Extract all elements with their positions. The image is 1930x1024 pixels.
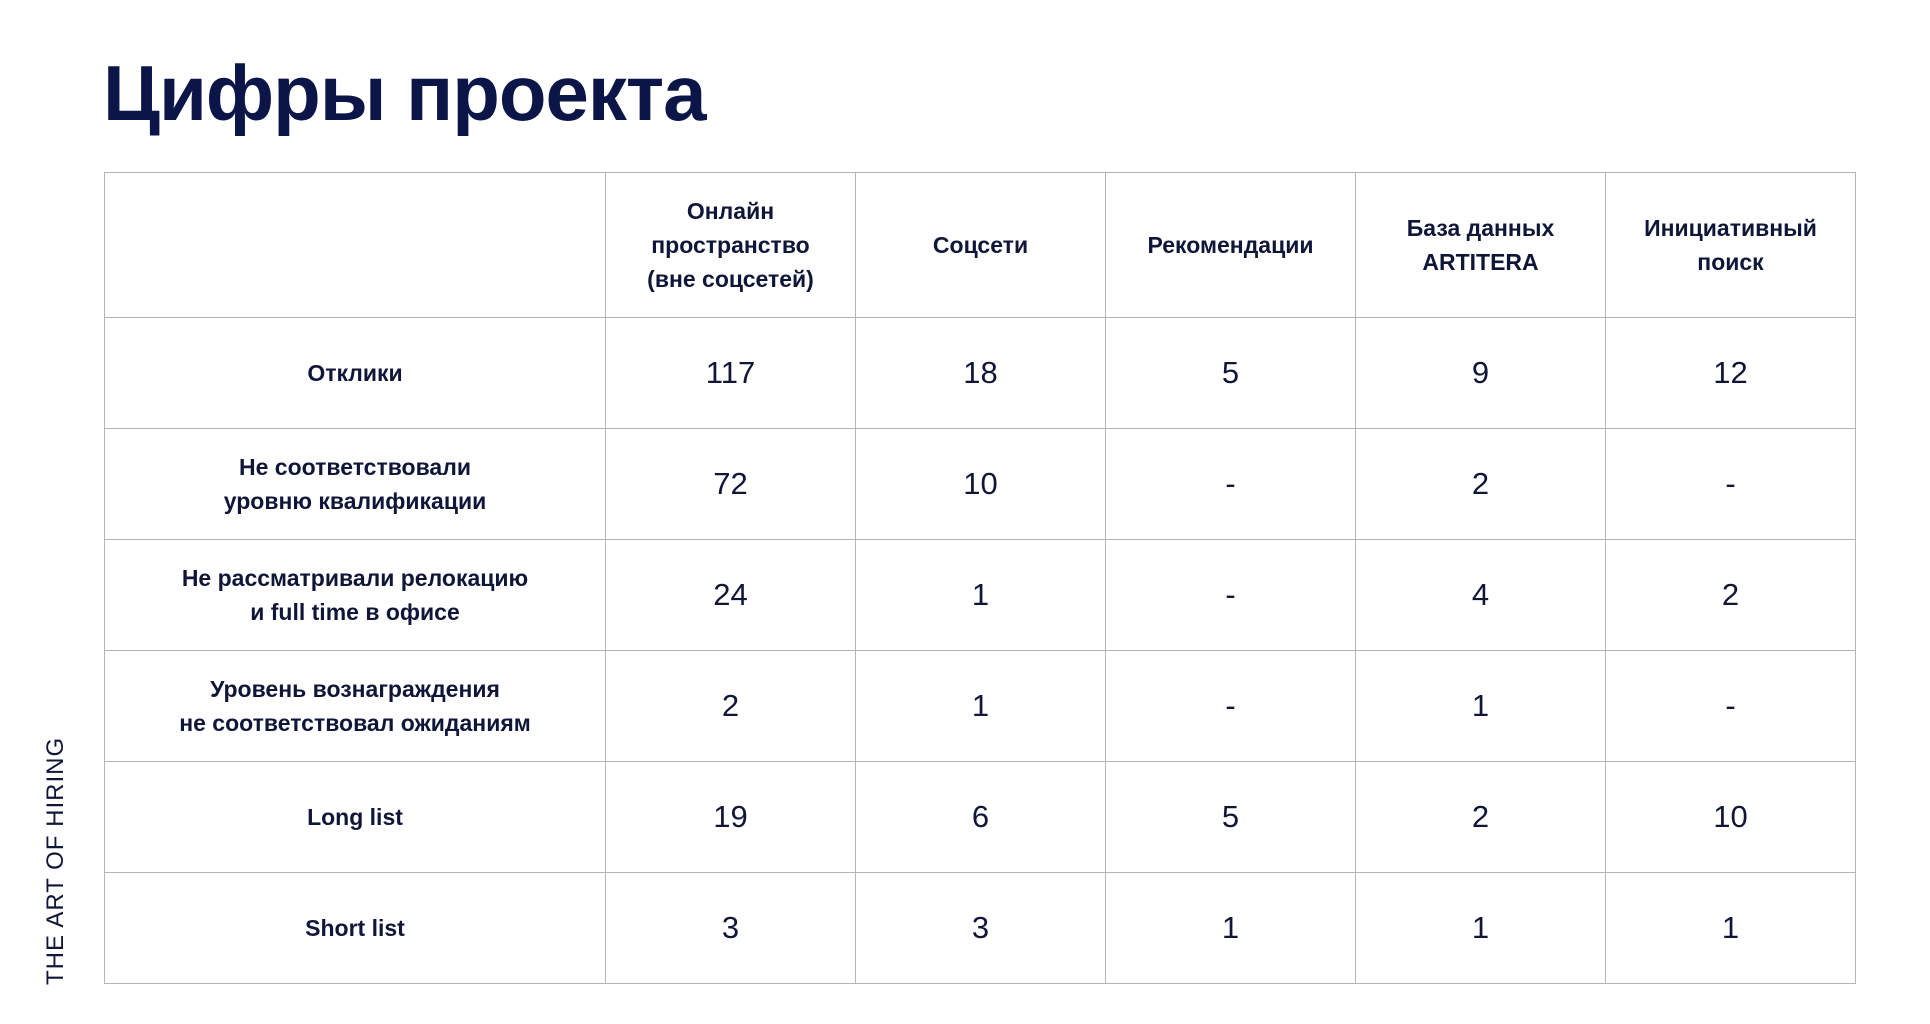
value-cell: 117 [606, 318, 856, 429]
column-header-line: пространство [651, 232, 810, 258]
value-cell: 18 [856, 318, 1106, 429]
column-header [1356, 173, 1606, 318]
column-header-line: Онлайн [686, 198, 775, 224]
value-cell: - [1606, 651, 1856, 762]
table-header-row [105, 173, 1856, 318]
value-cell: - [1606, 429, 1856, 540]
column-header [606, 173, 856, 318]
column-header [1606, 173, 1856, 318]
value-cell: 1 [1356, 651, 1606, 762]
row-label [105, 540, 606, 651]
row-label [105, 762, 606, 873]
table-row [105, 651, 1856, 762]
table-row [105, 429, 1856, 540]
row-label [105, 429, 606, 540]
column-header [1106, 173, 1356, 318]
row-label-line: и full time в офисе [250, 599, 460, 625]
row-label-line: Не соответствовали [239, 454, 471, 480]
row-label-line: Не рассматривали релокацию [181, 565, 529, 591]
value-cell: 12 [1606, 318, 1856, 429]
column-header-line: поиск [1697, 249, 1764, 275]
table-row [105, 540, 1856, 651]
column-header-line: ARTITERA [1422, 249, 1539, 275]
brand-side-label: THE ART OF HIRING [42, 736, 69, 985]
value-cell: 4 [1356, 540, 1606, 651]
value-cell: 1 [856, 651, 1106, 762]
value-cell: - [1106, 540, 1356, 651]
table-row [105, 873, 1856, 984]
value-cell: 1 [856, 540, 1106, 651]
row-label [105, 873, 606, 984]
value-cell: 10 [1606, 762, 1856, 873]
row-label-line: не соответствовал ожиданиям [179, 710, 531, 736]
value-cell: - [1106, 651, 1356, 762]
value-cell: 2 [1356, 762, 1606, 873]
row-label [105, 318, 606, 429]
value-cell: 24 [606, 540, 856, 651]
row-label [105, 651, 606, 762]
page-title: Цифры проекта [103, 49, 706, 137]
value-cell: 1 [1106, 873, 1356, 984]
value-cell: 72 [606, 429, 856, 540]
column-header-line: База данных [1406, 215, 1555, 241]
value-cell: 5 [1106, 318, 1356, 429]
row-label-line: уровню квалификации [223, 488, 487, 514]
value-cell: 1 [1356, 873, 1606, 984]
value-cell: 19 [606, 762, 856, 873]
column-header-line: Рекомендации [1147, 232, 1314, 258]
table-row [105, 762, 1856, 873]
value-cell: 5 [1106, 762, 1356, 873]
value-cell: 2 [1606, 540, 1856, 651]
value-cell: - [1106, 429, 1356, 540]
value-cell: 2 [1356, 429, 1606, 540]
header-cell-empty [105, 173, 606, 318]
value-cell: 6 [856, 762, 1106, 873]
value-cell: 1 [1606, 873, 1856, 984]
column-header-line: (вне соцсетей) [647, 266, 814, 292]
table-row [105, 318, 1856, 429]
row-label-line: Уровень вознаграждения [210, 676, 500, 702]
row-label-line: Long list [307, 804, 403, 830]
value-cell: 3 [856, 873, 1106, 984]
row-label-line: Short list [305, 915, 405, 941]
column-header [856, 173, 1106, 318]
project-stats-table [104, 172, 1856, 984]
row-label-line: Отклики [307, 360, 403, 386]
value-cell: 10 [856, 429, 1106, 540]
value-cell: 9 [1356, 318, 1606, 429]
value-cell: 3 [606, 873, 856, 984]
column-header-line: Инициативный [1644, 215, 1817, 241]
column-header-line: Соцсети [932, 232, 1029, 258]
value-cell: 2 [606, 651, 856, 762]
